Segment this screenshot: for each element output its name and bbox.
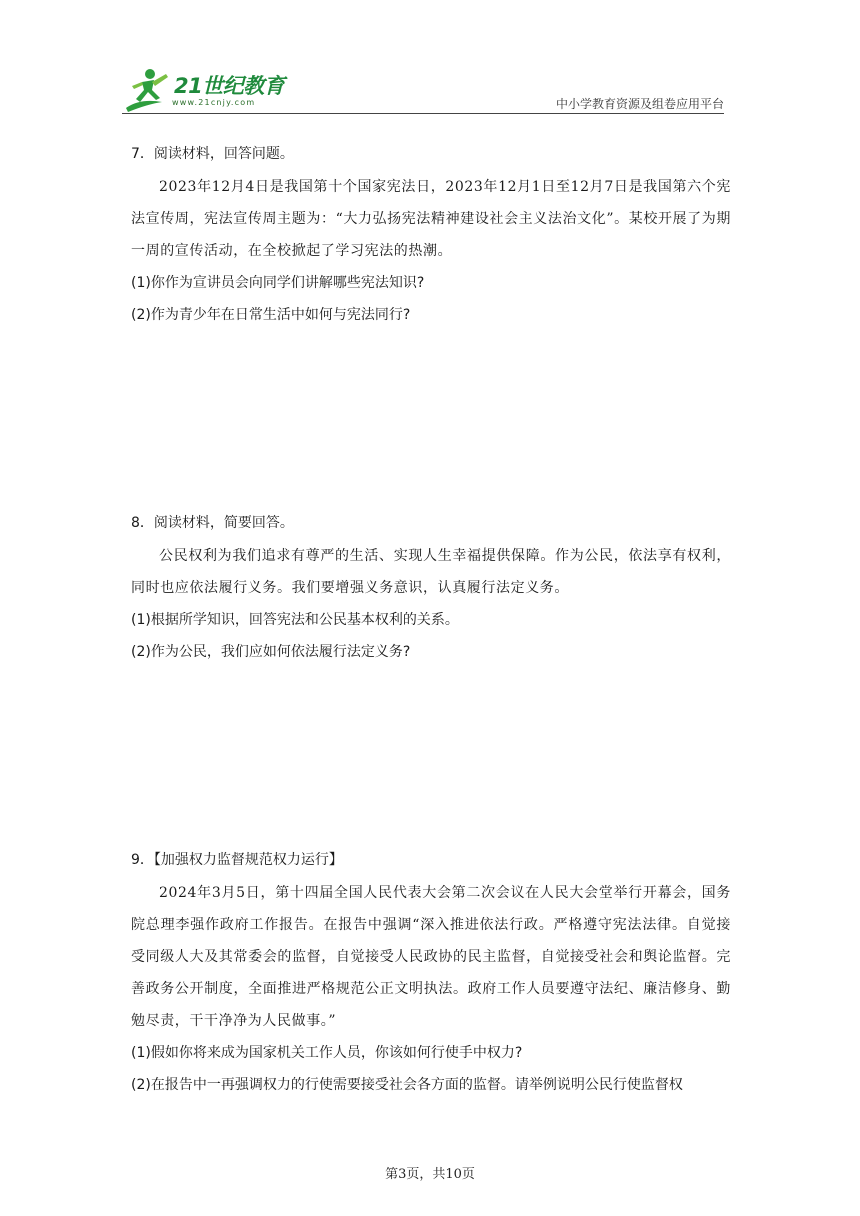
question-7 [131,141,731,331]
logo [122,68,292,114]
page-number: 第3页，共10页 [385,1167,475,1182]
sub-question: (2)作为青少年在日常生活中如何与宪法同行? [131,307,411,323]
sub-question: (1)你作为宣讲员会向同学们讲解哪些宪法知识? [131,275,425,291]
question-title: 8．阅读材料，简要回答。 [131,515,294,531]
question-title: 7．阅读材料，回答问题。 [131,146,294,162]
runner-icon [122,68,174,114]
logo-url: www.21cnjy.com [172,98,256,107]
header-divider [122,113,724,114]
logo-brand: 21世纪教育 [174,74,285,98]
sub-question: (1)假如你将来成为国家机关工作人员，你该如何行使手中权力? [131,1045,523,1061]
platform-name: 中小学教育资源及组卷应用平台 [555,97,724,111]
page-header [122,62,724,114]
question-material: 2024年3月5日，第十四届全国人民代表大会第二次会议在人民大会堂举行开幕会，国务院总理李强作政府工作报告。在报告中强调“深入推进依法行政。严格遵守宪法法律。自觉接受同级人大及其常委会的监督，自觉接受人民政协的民主监督，自觉接受社会和舆论监督。完善政务公开制度，全面推进严格规范公正文明执法。政府工作人员要遵守法纪、廉洁修身、勤勉尽责，干干净净为人民做事。” [131,885,731,1029]
sub-question: (2)作为公民，我们应如何依法履行法定义务? [131,644,411,660]
sub-question: (2)在报告中一再强调权力的行使需要接受社会各方面的监督。请举例说明公民行使监督权 [131,1077,683,1093]
question-9 [131,847,731,1101]
question-title: 9．【加强权力监督规范权力运行】 [131,852,343,868]
question-8 [131,510,731,668]
question-material: 2023年12月4日是我国第十个国家宪法日，2023年12月1日至12月7日是我国第六个宪法宣传周，宪法宣传周主题为：“大力弘扬宪法精神建设社会主义法治文化”。某校开展了为期一周的宣传活动，在全校掀起了学习宪法的热潮。 [131,179,731,259]
sub-question: (1)根据所学知识，回答宪法和公民基本权利的关系。 [131,612,459,628]
question-material: 公民权利为我们追求有尊严的生活、实现人生幸福提供保障。作为公民，依法享有权利，同时也应依法履行义务。我们要增强义务意识，认真履行法定义务。 [131,548,731,596]
